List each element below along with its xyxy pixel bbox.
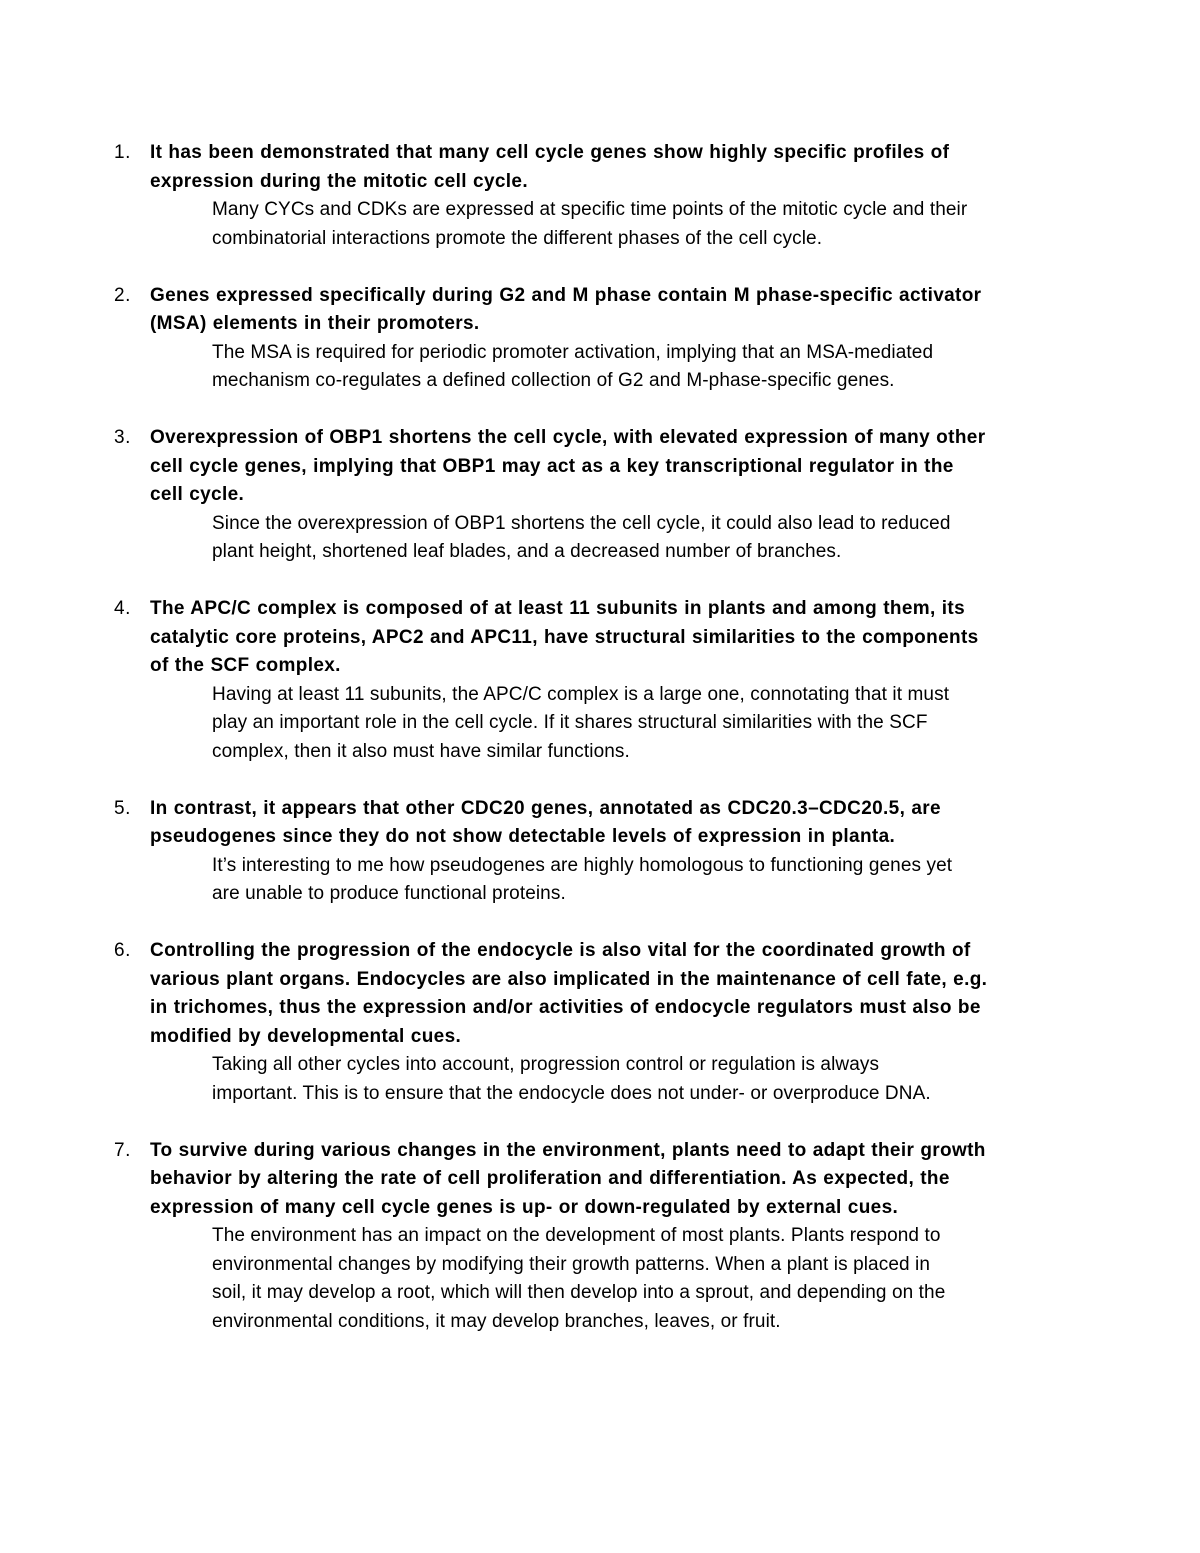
- heading-line: It has been demonstrated that many cell cycle genes show highly specific profiles of: [150, 142, 950, 163]
- note-line: play an important role in the cell cycle. If it shares structural similarities with the SCF: [212, 712, 928, 733]
- item-note: [212, 510, 1072, 567]
- item-number: 2.: [114, 284, 131, 306]
- heading-line: pseudogenes since they do not show detectable levels of expression in planta.: [150, 826, 896, 847]
- note-line: Many CYCs and CDKs are expressed at specific time points of the mitotic cycle and their: [212, 199, 968, 220]
- list-item: [0, 424, 1200, 567]
- note-line: plant height, shortened leaf blades, and a decreased number of branches.: [212, 541, 842, 562]
- note-line: Since the overexpression of OBP1 shortens the cell cycle, it could also lead to reduced: [212, 512, 951, 534]
- heading-line: (MSA) elements in their promoters.: [150, 313, 480, 334]
- heading-line: expression of many cell cycle genes is up- or down-regulated by external cues.: [150, 1196, 899, 1218]
- heading-line: cell cycle.: [150, 484, 245, 505]
- heading-line: cell cycle genes, implying that OBP1 may act as a key transcriptional regulator in the: [150, 455, 954, 477]
- item-heading: [150, 1137, 1070, 1223]
- heading-line: Overexpression of OBP1 shortens the cell cycle, with elevated expression of many other: [150, 427, 986, 448]
- list-item: [0, 937, 1200, 1108]
- item-note: [212, 196, 1072, 253]
- list-item: [0, 595, 1200, 766]
- heading-line: Controlling the progression of the endocycle is also vital for the coordinated growth of: [150, 940, 971, 961]
- item-note: [212, 339, 1072, 396]
- item-note: [212, 852, 1072, 909]
- note-line: mechanism co-regulates a defined collection of G2 and M-phase-specific genes.: [212, 370, 895, 391]
- heading-line: modified by developmental cues.: [150, 1025, 462, 1047]
- heading-line: various plant organs. Endocycles are also implicated in the maintenance of cell fate, e.g.: [150, 968, 988, 990]
- item-heading: [150, 282, 1070, 339]
- heading-line: In contrast, it appears that other CDC20 genes, annotated as CDC20.3–CDC20.5, are: [150, 797, 941, 819]
- heading-line: The APC/C complex is composed of at least 11 subunits in plants and among them, its: [150, 598, 965, 619]
- note-line: Having at least 11 subunits, the APC/C complex is a large one, connotating that it must: [212, 683, 950, 705]
- item-heading: [150, 937, 1070, 1051]
- item-number: 6.: [114, 940, 131, 961]
- item-heading: [150, 795, 1070, 852]
- item-number: 5.: [114, 797, 131, 819]
- note-line: combinatorial interactions promote the different phases of the cell cycle.: [212, 227, 823, 249]
- note-line: soil, it may develop a root, which will then develop into a sprout, and depending on the: [212, 1282, 946, 1303]
- list-item: [0, 282, 1200, 396]
- note-line: environmental conditions, it may develop branches, leaves, or fruit.: [212, 1310, 781, 1332]
- item-note: [212, 1051, 1072, 1108]
- note-line: environmental changes by modifying their growth patterns. When a plant is placed in: [212, 1253, 931, 1275]
- heading-line: of the SCF complex.: [150, 655, 341, 676]
- note-line: The environment has an impact on the development of most plants. Plants respond to: [212, 1225, 941, 1246]
- numbered-list: [0, 139, 1200, 1365]
- heading-line: expression during the mitotic cell cycle.: [150, 170, 528, 192]
- note-line: The MSA is required for periodic promoter activation, implying that an MSA-mediated: [212, 341, 934, 363]
- note-line: important. This is to ensure that the endocycle does not under- or overproduce DNA.: [212, 1082, 931, 1104]
- heading-line: To survive during various changes in the environment, plants need to adapt their growth: [150, 1139, 986, 1161]
- item-heading: [150, 595, 1070, 681]
- heading-line: Genes expressed specifically during G2 and M phase contain M phase-specific activator: [150, 284, 982, 306]
- list-item: [0, 795, 1200, 909]
- note-line: complex, then it also must have similar functions.: [212, 740, 630, 762]
- list-item: [0, 139, 1200, 253]
- item-number: 1.: [114, 142, 131, 163]
- item-number: 4.: [114, 598, 131, 619]
- heading-line: catalytic core proteins, APC2 and APC11, have structural similarities to the components: [150, 626, 979, 648]
- list-item: [0, 1137, 1200, 1337]
- item-note: [212, 1222, 1072, 1336]
- item-number: 3.: [114, 427, 131, 448]
- item-note: [212, 681, 1072, 767]
- note-line: It’s interesting to me how pseudogenes are highly homologous to functioning genes yet: [212, 854, 953, 876]
- heading-line: behavior by altering the rate of cell proliferation and differentiation. As expected, the: [150, 1168, 950, 1189]
- heading-line: in trichomes, thus the expression and/or activities of endocycle regulators must also be: [150, 997, 981, 1018]
- note-line: are unable to produce functional proteins.: [212, 883, 566, 904]
- item-heading: [150, 424, 1070, 510]
- item-number: 7.: [114, 1139, 131, 1161]
- note-line: Taking all other cycles into account, progression control or regulation is always: [212, 1054, 880, 1075]
- item-heading: [150, 139, 1070, 196]
